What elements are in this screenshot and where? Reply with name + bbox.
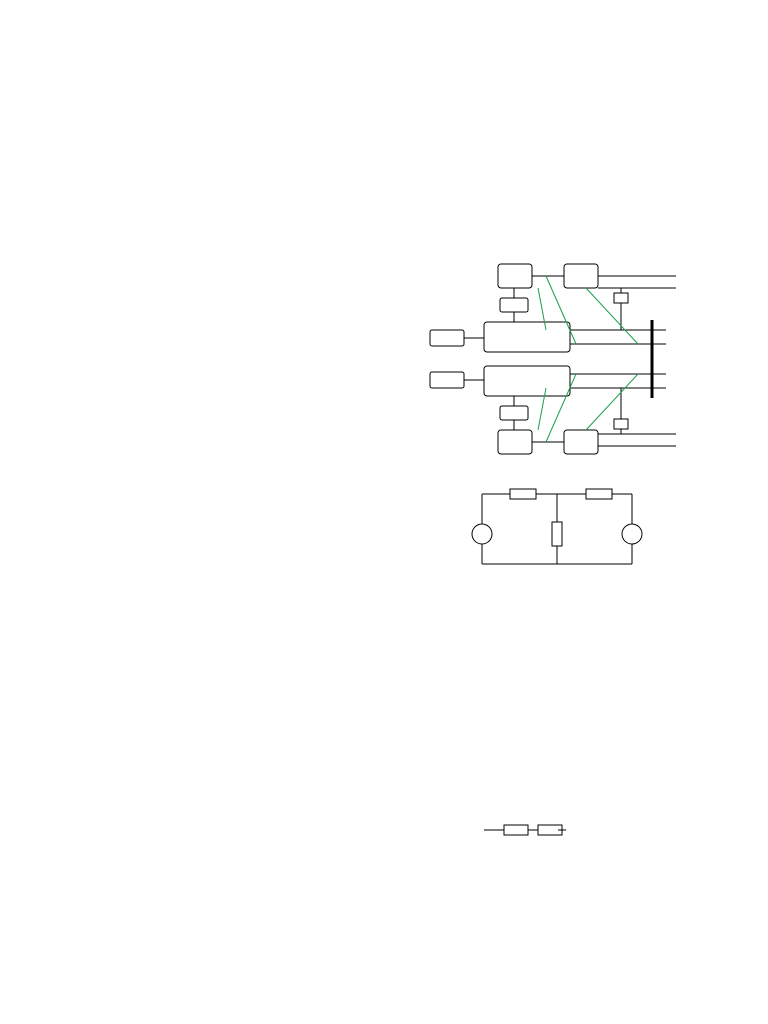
current-control-box-2 bbox=[498, 264, 532, 288]
section-2-heading-block bbox=[408, 195, 704, 211]
dg2-box bbox=[430, 330, 464, 346]
rd2-box bbox=[614, 293, 628, 303]
rd1-box bbox=[614, 419, 628, 429]
voltage-control-box-2 bbox=[564, 264, 598, 288]
dg1-box bbox=[430, 372, 464, 388]
rload-resistor bbox=[552, 522, 562, 546]
fig3-equivalent-model bbox=[440, 812, 700, 910]
fig1-droop-control-diagram bbox=[426, 258, 696, 458]
left-column bbox=[90, 195, 388, 224]
pwm-box-1 bbox=[500, 406, 528, 420]
fig2-simplified-model bbox=[440, 472, 680, 577]
rd1-resistor bbox=[510, 489, 536, 499]
rd2-resistor bbox=[586, 489, 612, 499]
vdc1-source bbox=[472, 524, 492, 544]
voltage-control-box-1 bbox=[564, 430, 598, 454]
converter-1-box bbox=[484, 366, 570, 396]
vdc2-source bbox=[622, 524, 642, 544]
pwm-box-2 bbox=[500, 298, 528, 312]
current-control-box-1 bbox=[498, 430, 532, 454]
converter-2-box bbox=[484, 322, 570, 352]
